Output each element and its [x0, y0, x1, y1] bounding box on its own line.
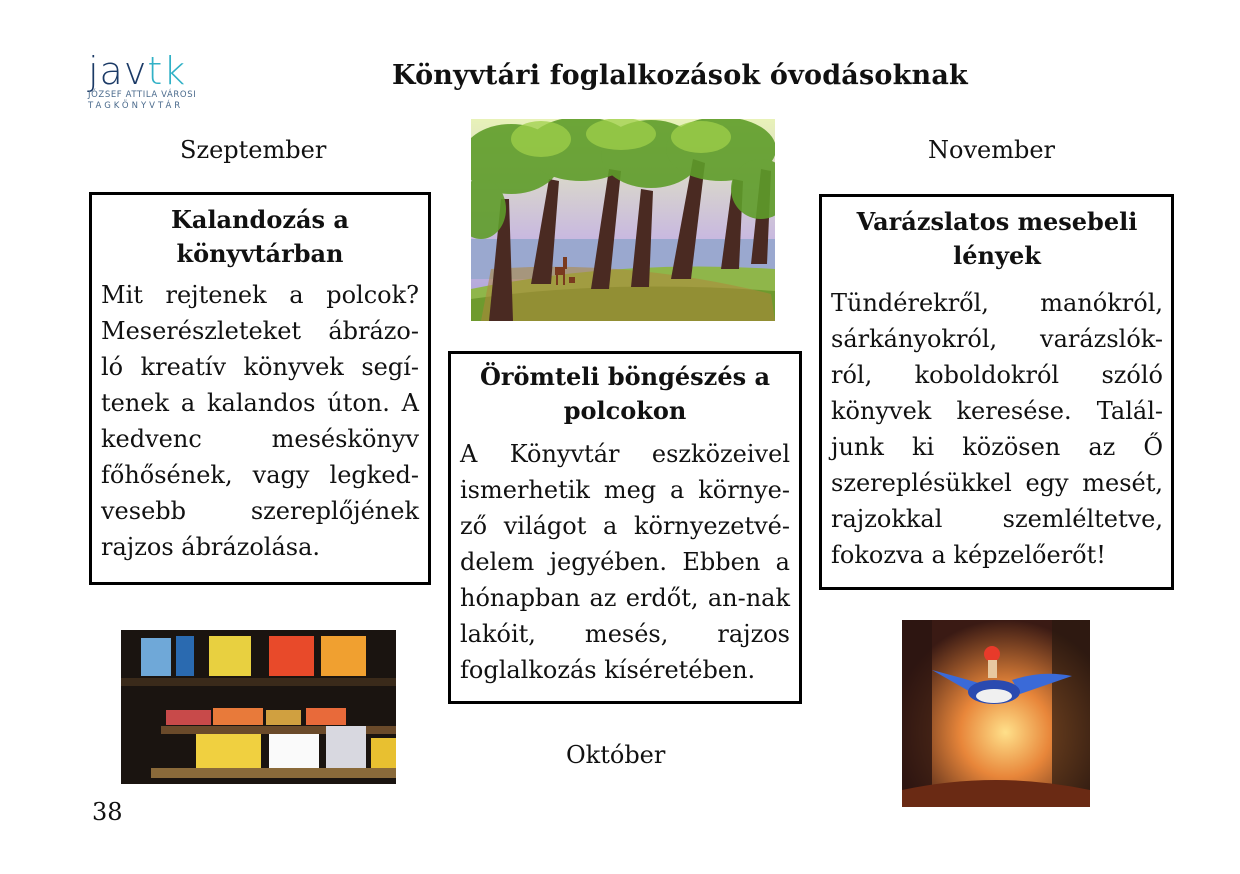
- logo-wordmark: javtk: [88, 49, 187, 93]
- month-label-october: Október: [566, 741, 666, 769]
- november-activity-heading: Varázslatos mesebeli lények: [856, 207, 1138, 270]
- september-activity-heading: Kalandozás a könyvtárban: [171, 205, 349, 268]
- october-activity-heading: Örömteli böngészés a polcokon: [479, 362, 770, 425]
- page-number: 38: [92, 798, 123, 826]
- september-activity-text: Mit rejtenek a polcok? Meserészleteket ábrázo-ló kreatív könyvek segí-tenek a kalandos úton. A kedvenc meséskönyv főhősének, vagy legked-vesebb szereplőjének rajzos ábrázolása.: [101, 281, 419, 561]
- october-activity-box: [448, 351, 802, 704]
- month-label-november: November: [928, 136, 1056, 164]
- logo-line-2: TAGKÖNYVTÁR: [88, 101, 184, 111]
- bird-rider-icon: [902, 620, 1090, 807]
- september-activity-box: [89, 192, 431, 585]
- month-label-september: Szeptember: [180, 136, 327, 164]
- library-logo: [88, 49, 208, 122]
- forest-scene-icon: [471, 119, 775, 321]
- page-title: Könyvtári foglalkozások óvodásoknak: [392, 60, 968, 91]
- bookshelf-photo: [121, 630, 396, 784]
- forest-illustration: [471, 119, 775, 321]
- november-activity-text: Tündérekről, manókról, sárkányokról, varázslók-ról, koboldokról szóló könyvek keresése. Talál-junk ki közösen az Ő szereplésükkel egy mesét, rajzokkal szemléltetve, fokozva a képzelőerőt!: [831, 289, 1163, 569]
- fairytale-illustration: [902, 620, 1090, 807]
- bookshelf-icon: [121, 630, 396, 784]
- october-activity-text: A Könyvtár eszközeivel ismerhetik meg a környe-ző világot a környezetvé-delem jegyében. Ebben a hónapban az erdőt, an-nak lakóit, mesés, rajzos foglalkozás kíséretében.: [460, 440, 790, 684]
- november-activity-box: [819, 194, 1174, 590]
- logo-line-1: JÓZSEF ATTILA VÁROSI: [88, 90, 197, 100]
